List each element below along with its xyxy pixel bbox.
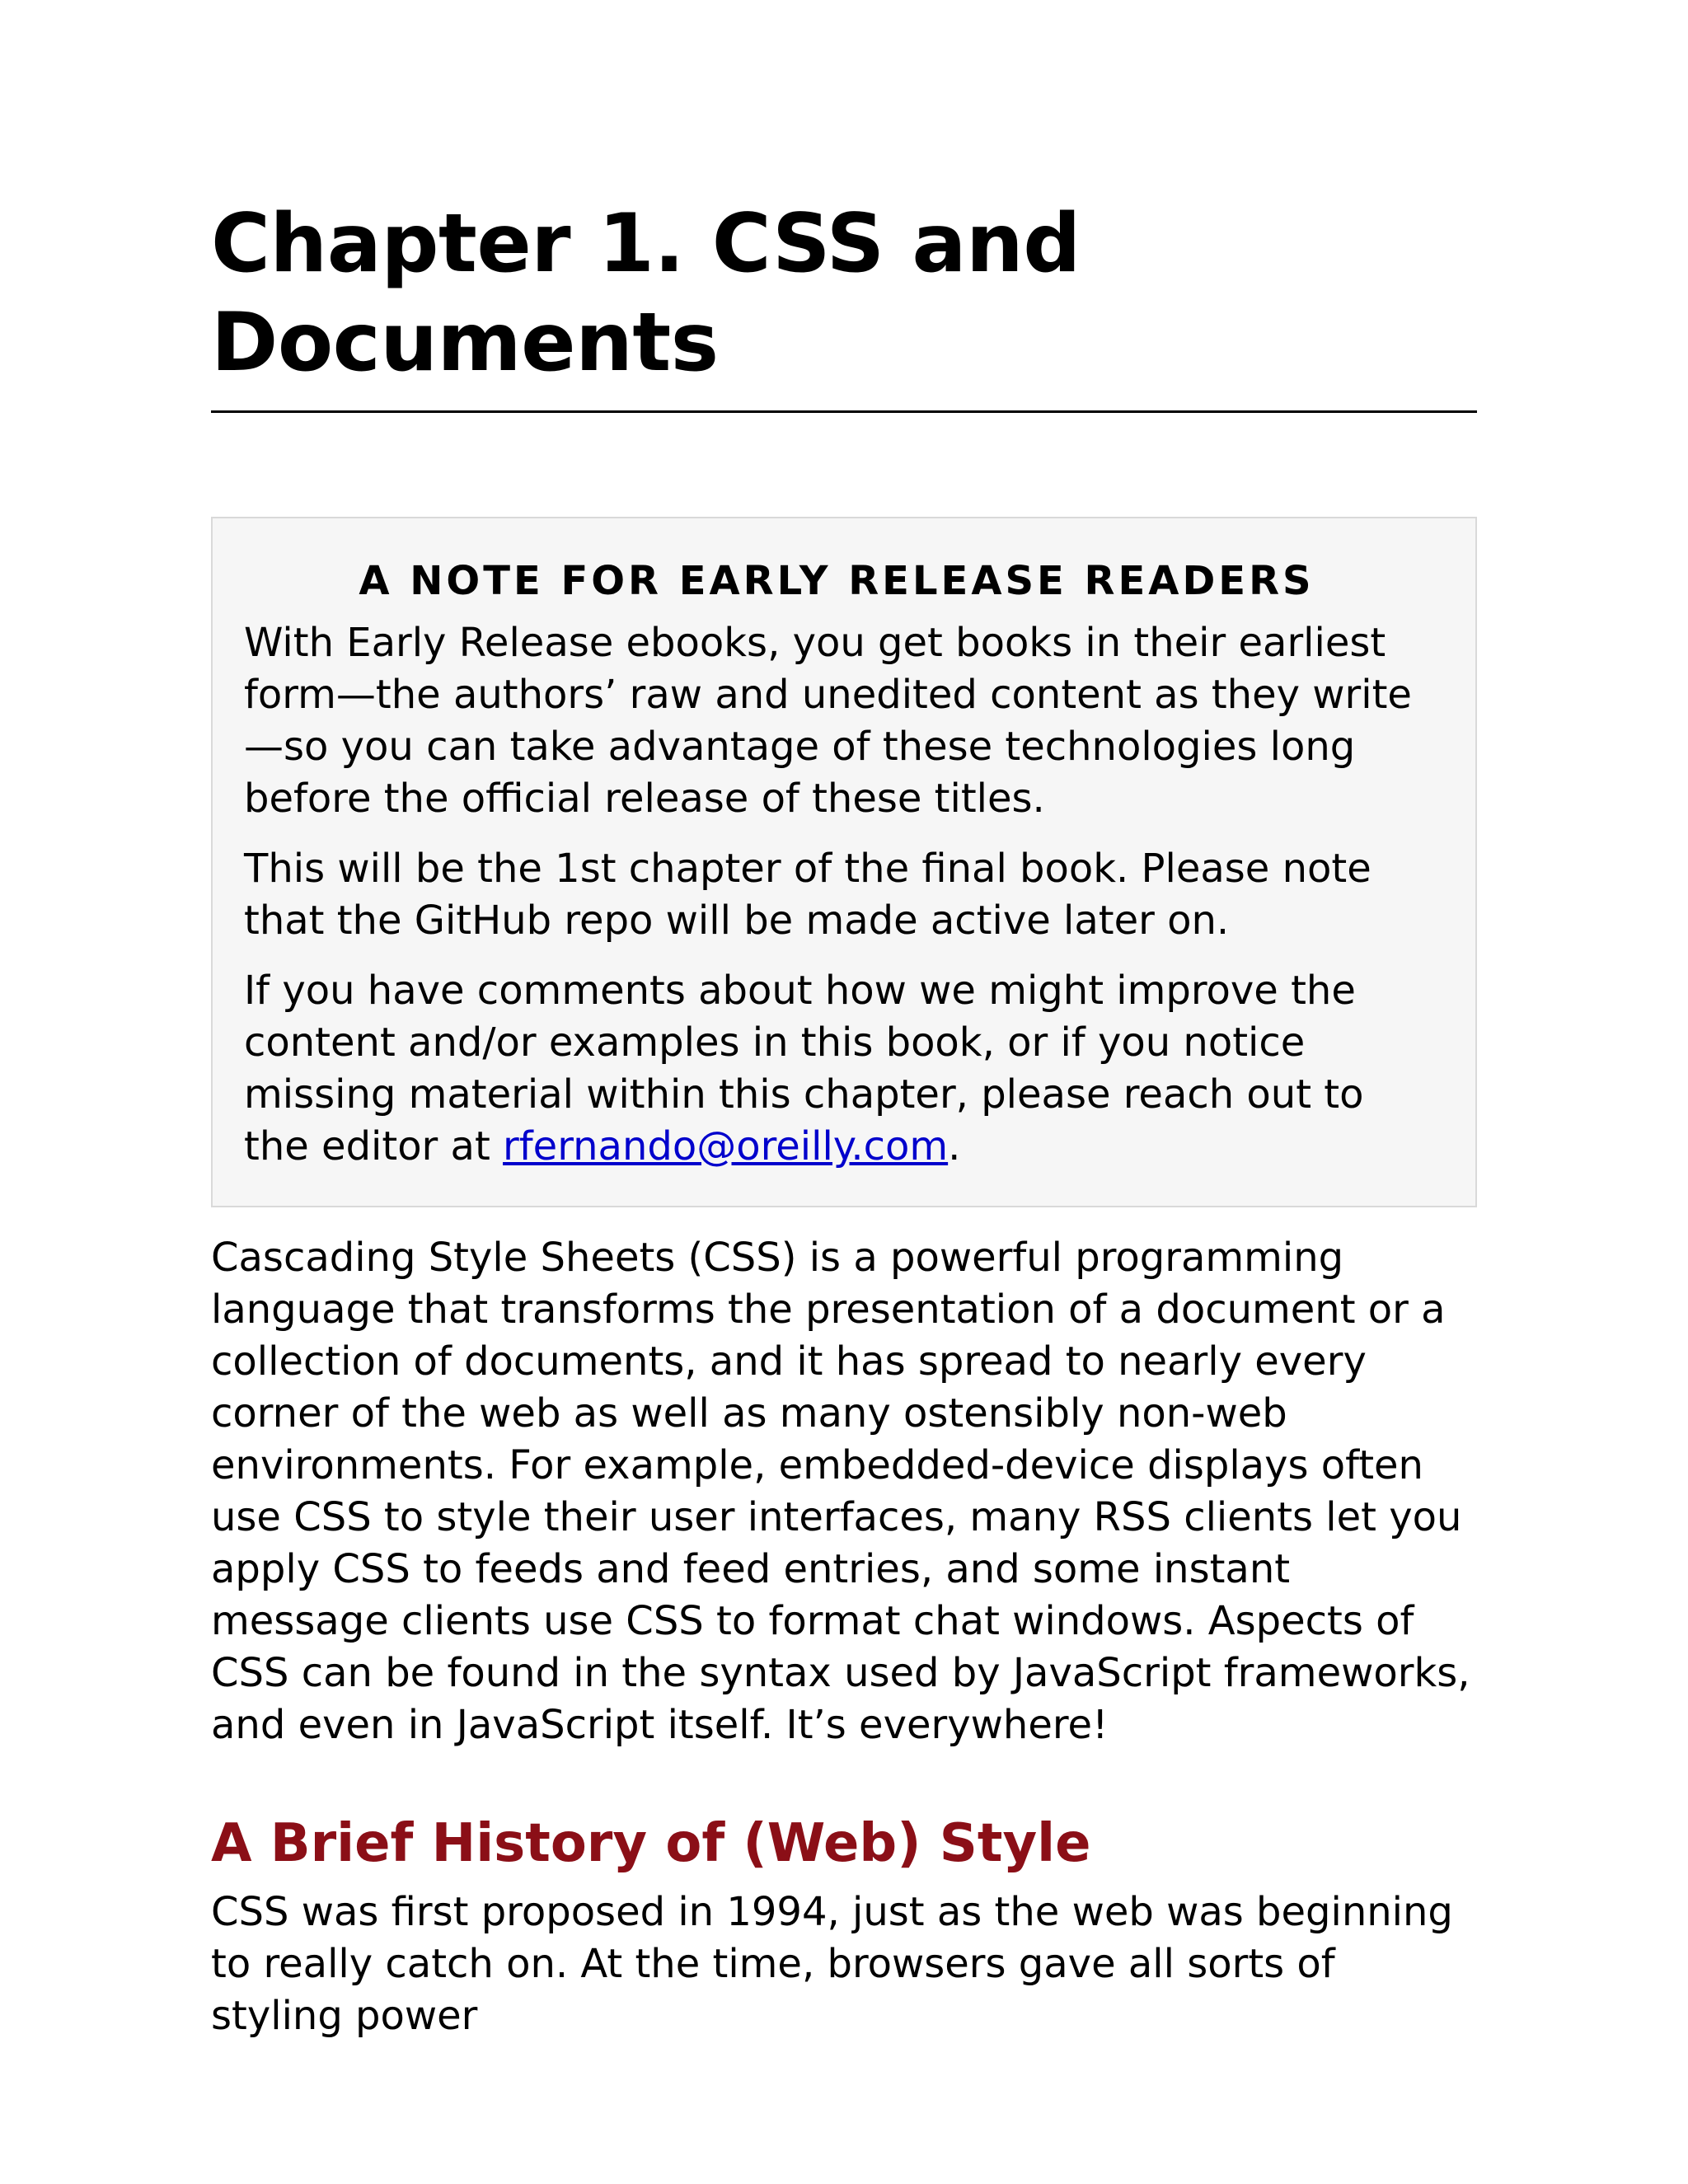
note-paragraph-3-end: . [948, 1123, 961, 1169]
title-divider [211, 410, 1477, 413]
note-heading: A NOTE FOR EARLY RELEASE READERS [359, 558, 1315, 604]
note-paragraph-3 [244, 965, 1429, 1173]
chapter-title-line-2: Documents [211, 296, 719, 390]
section-paragraph: CSS was first proposed in 1994, just as the web was beginning to really catch on. At the time, browsers gave all sorts of styling power [211, 1889, 1453, 2039]
note-paragraph-3-text: If you have comments about how we might improve the content and/or examples in this book, or if you notice missing material within this chapter, please reach out to the editor at [244, 968, 1364, 1169]
intro-paragraph: Cascading Style Sheets (CSS) is a powerful programming language that transforms the presentation of a document or a collection of documents, and it has spread to nearly every corner of the web as well as many ostensibly non-web environments. For example, embedded-device displays often use CSS to style their user interfaces, many RSS clients let you apply CSS to feeds and feed entries, and some instant message clients use CSS to format chat windows. Aspects of CSS can be found in the syntax used by JavaScript frameworks, and even in JavaScript itself. It’s everywhere! [211, 1235, 1470, 1748]
note-paragraph-2: This will be the 1st chapter of the final book. Please note that the GitHub repo will be made active later on. [244, 846, 1372, 944]
note-paragraph-1: With Early Release ebooks, you get books in their earliest form—the authors’ raw and unedited content as they write—so you can take advantage of these technologies long before the official release of these titles. [244, 620, 1412, 822]
chapter-title-line-1: Chapter 1. CSS and [211, 197, 1081, 291]
chapter-title [211, 194, 1477, 410]
early-release-note [211, 517, 1477, 1207]
section-heading: A Brief History of (Web) Style [211, 1813, 1091, 1874]
document-page [211, 194, 1477, 2042]
editor-email-link[interactable]: rfernando@oreilly.com [503, 1123, 949, 1169]
